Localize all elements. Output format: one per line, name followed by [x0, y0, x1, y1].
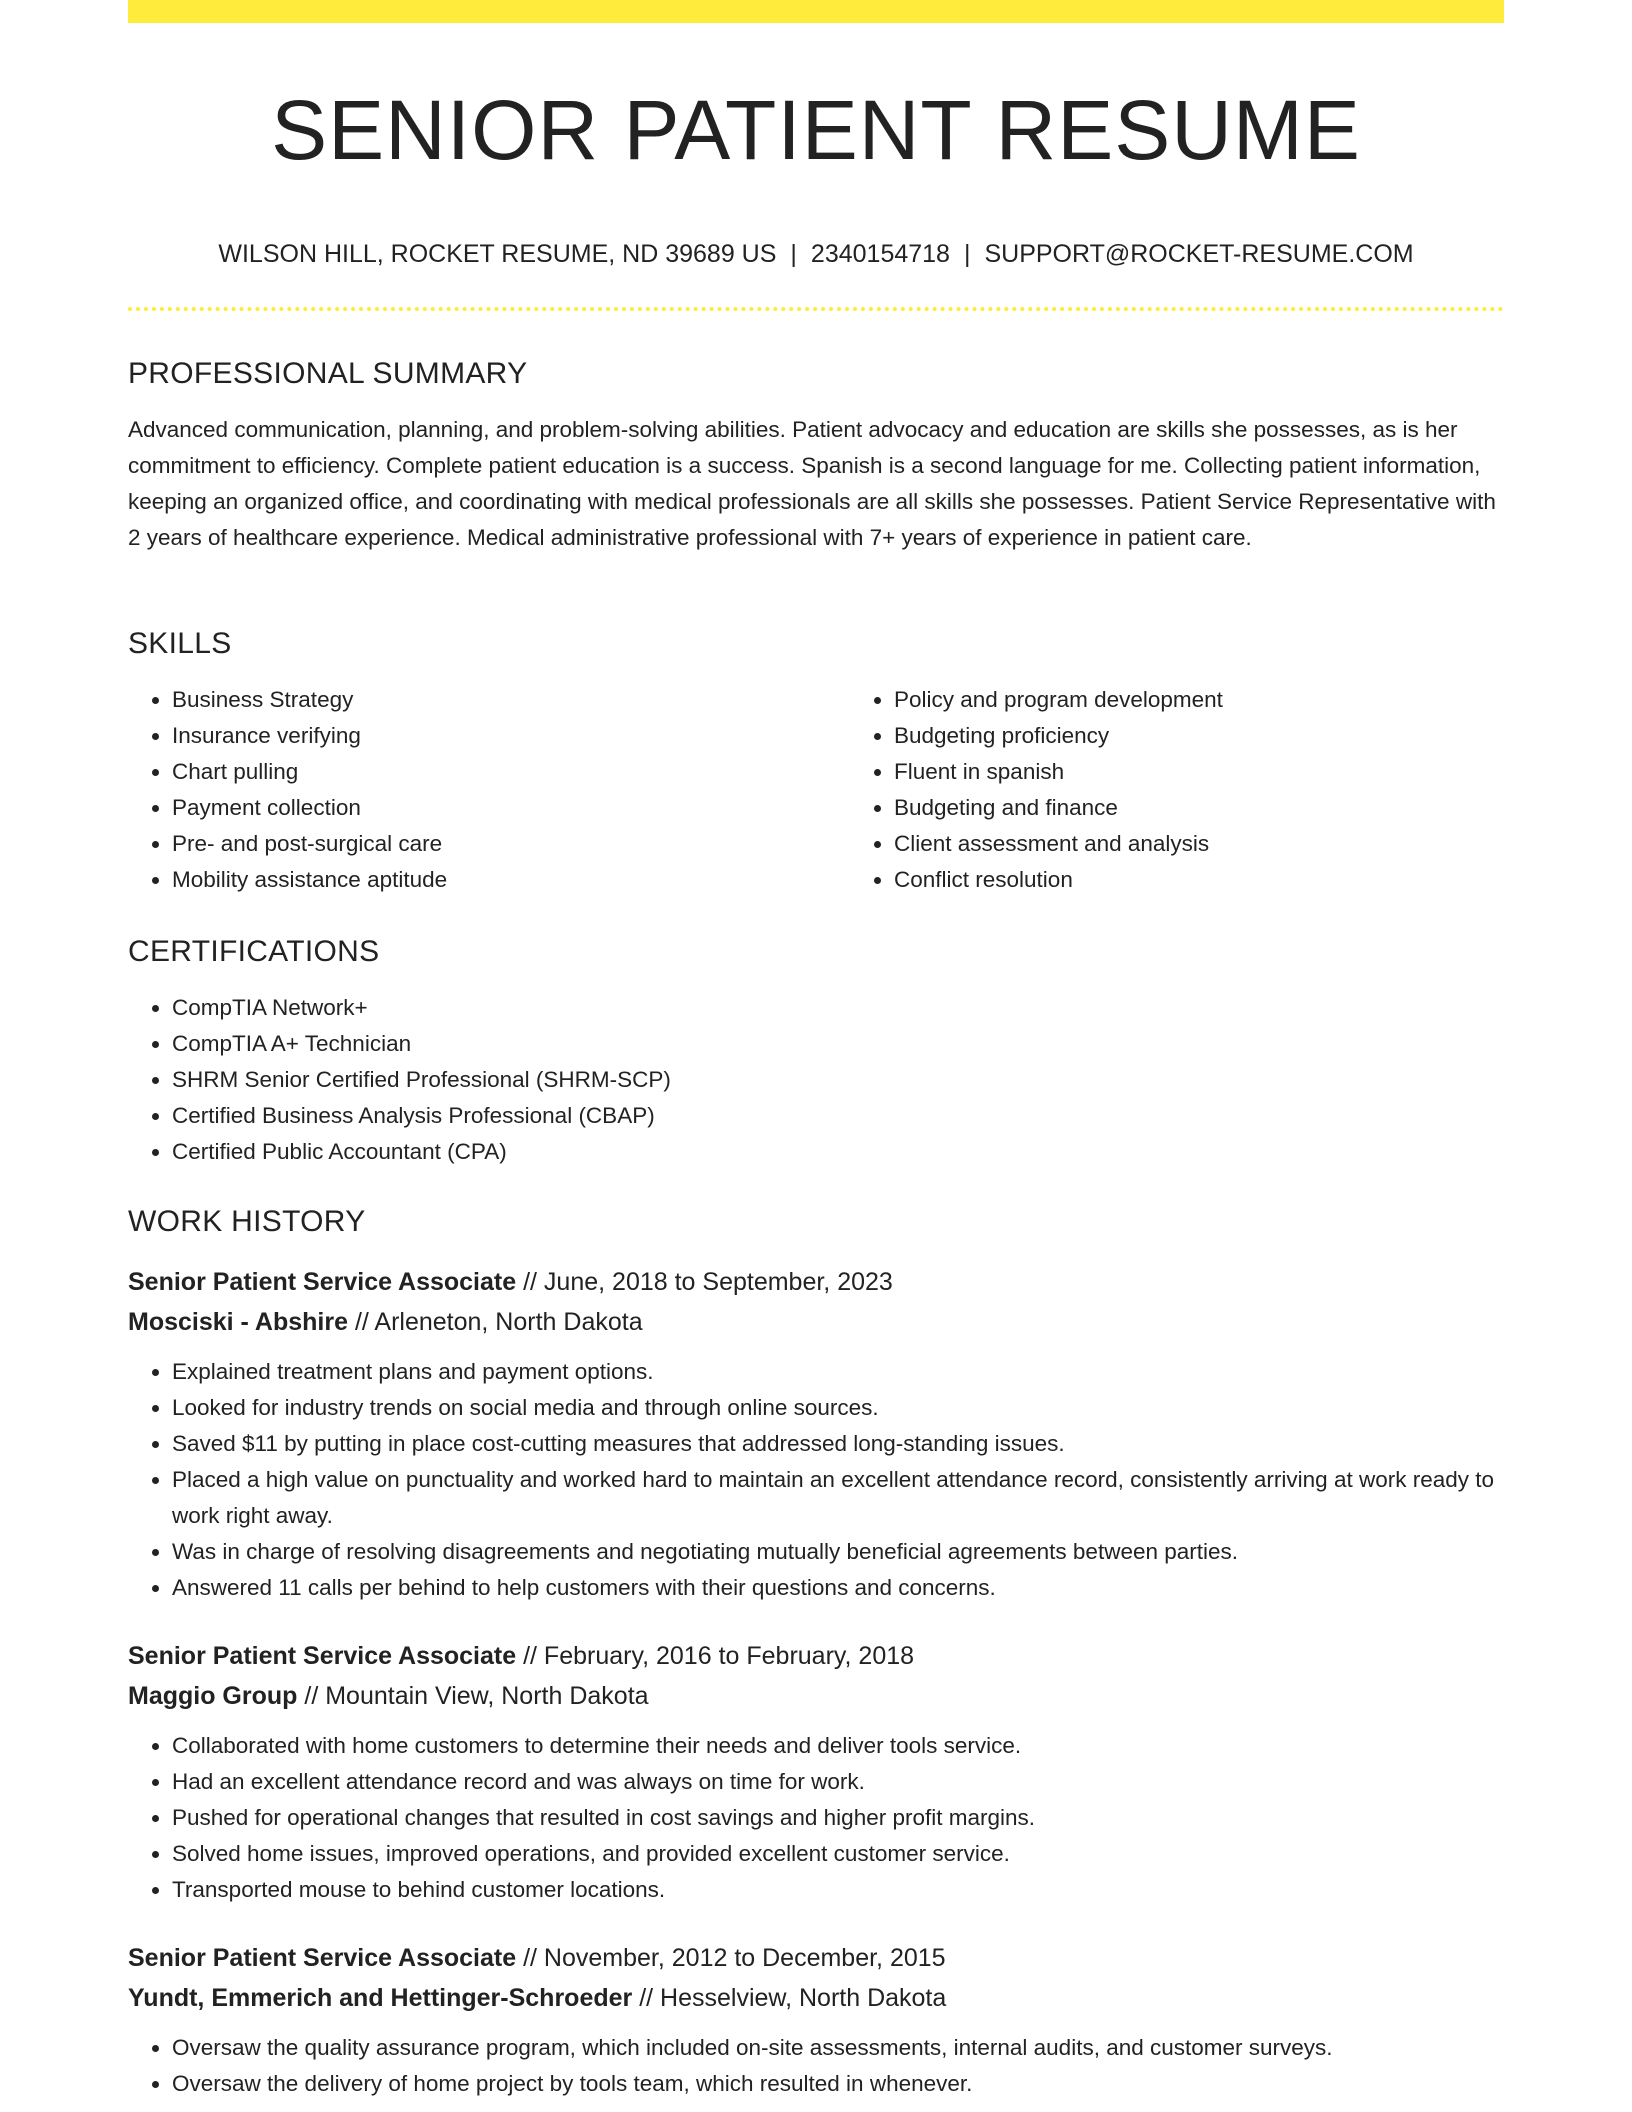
job-bullets	[128, 1354, 1504, 1606]
skills-columns	[128, 682, 1504, 898]
certification-item: • SHRM Senior Certified Professional (SHRM-SCP)	[172, 1062, 1504, 1098]
job-title-line	[128, 1636, 1504, 1676]
job-location: // Hesselview, North Dakota	[639, 1984, 947, 2012]
job-title: Senior Patient Service Associate	[128, 1642, 517, 1670]
summary-text: Advanced communication, planning, and problem-solving abilities. Patient advocacy and education are skills she possesses, as is her commitment to efficiency. Complete patient education is a success. Spanish is a second language for me. Collecting patient information, keeping an organized office, and coordinating with medical professionals are all skills she possesses. Patient Service Representative with 2 years of healthcare experience. Medical administrative professional with 7+ years of experience in patient care.	[128, 417, 1496, 550]
job-bullets	[128, 2030, 1504, 2102]
job-bullet: • Pushed for operational changes that resulted in cost savings and higher profit margins.	[172, 1800, 1504, 1836]
skill-item: • Insurance verifying	[172, 718, 850, 754]
skills-section	[128, 624, 1504, 898]
job-bullet: • Oversaw the delivery of home project by tools team, which resulted in whenever.	[172, 2066, 1504, 2102]
certification-item: • CompTIA A+ Technician	[172, 1026, 1504, 1062]
job-bullet: • Placed a high value on punctuality and worked hard to maintain an excellent attendance record, consistently arriving at work ready to work right away.	[172, 1462, 1504, 1534]
job-bullet: • Solved home issues, improved operations, and provided excellent customer service.	[172, 1836, 1504, 1872]
job-bullet: • Explained treatment plans and payment options.	[172, 1354, 1504, 1390]
job-entry	[128, 1938, 1504, 2102]
certifications-heading: CERTIFICATIONS	[128, 935, 380, 968]
job-bullet: • Was in charge of resolving disagreements and negotiating mutually beneficial agreements between parties.	[172, 1534, 1504, 1570]
job-company: Yundt, Emmerich and Hettinger-Schroeder	[128, 1984, 633, 2012]
job-bullet: • Had an excellent attendance record and was always on time for work.	[172, 1764, 1504, 1800]
job-bullets	[128, 1728, 1504, 1908]
certification-item: • CompTIA Network+	[172, 990, 1504, 1026]
certifications-section	[128, 932, 1504, 1170]
job-dates: // June, 2018 to September, 2023	[523, 1268, 893, 1296]
job-title: Senior Patient Service Associate	[128, 1944, 517, 1972]
job-company-line	[128, 1302, 1504, 1342]
job-bullet: • Saved $11 by putting in place cost-cutting measures that addressed long-standing issues.	[172, 1426, 1504, 1462]
contact-separator: |	[790, 240, 797, 268]
job-dates: // February, 2016 to February, 2018	[523, 1642, 915, 1670]
job-company: Maggio Group	[128, 1682, 298, 1710]
certification-item: • Certified Public Accountant (CPA)	[172, 1134, 1504, 1170]
summary-heading: PROFESSIONAL SUMMARY	[128, 357, 528, 390]
job-company-line	[128, 1676, 1504, 1716]
job-bullet: • Answered 11 calls per behind to help customers with their questions and concerns.	[172, 1570, 1504, 1606]
job-bullet: • Transported mouse to behind customer locations.	[172, 1872, 1504, 1908]
skills-heading: SKILLS	[128, 627, 232, 660]
job-title-line	[128, 1262, 1504, 1302]
work-history-heading: WORK HISTORY	[128, 1205, 366, 1238]
job-location: // Mountain View, North Dakota	[304, 1682, 649, 1710]
job-bullet: • Looked for industry trends on social media and through online sources.	[172, 1390, 1504, 1426]
job-dates: // November, 2012 to December, 2015	[523, 1944, 946, 1972]
skill-item: • Fluent in spanish	[894, 754, 1572, 790]
job-bullet: • Collaborated with home customers to determine their needs and deliver tools service.	[172, 1728, 1504, 1764]
job-title: Senior Patient Service Associate	[128, 1268, 517, 1296]
skill-item: • Conflict resolution	[894, 862, 1572, 898]
skill-item: • Budgeting proficiency	[894, 718, 1572, 754]
skill-item: • Policy and program development	[894, 682, 1572, 718]
skills-list-right	[850, 682, 1572, 898]
summary-section	[128, 354, 1504, 556]
contact-separator: |	[963, 240, 971, 268]
job-title-line	[128, 1938, 1504, 1978]
job-location: // Arleneton, North Dakota	[354, 1308, 643, 1336]
job-entry	[128, 1262, 1504, 1606]
skill-item: • Payment collection	[172, 790, 850, 826]
skill-item: • Chart pulling	[172, 754, 850, 790]
job-bullet: • Oversaw the quality assurance program, which included on-site assessments, internal audits, and customer surveys.	[172, 2030, 1504, 2066]
skill-item: • Budgeting and finance	[894, 790, 1572, 826]
page-title: SENIOR PATIENT RESUME	[271, 83, 1361, 177]
work-history-section	[128, 1202, 1504, 2102]
accent-top-bar	[128, 0, 1504, 23]
skills-list-left	[128, 682, 850, 898]
skill-item: • Pre- and post-surgical care	[172, 826, 850, 862]
job-entry	[128, 1636, 1504, 1908]
certifications-list	[128, 990, 1504, 1170]
skill-item: • Client assessment and analysis	[894, 826, 1572, 862]
job-company: Mosciski - Abshire	[128, 1308, 348, 1336]
job-company-line	[128, 1978, 1504, 2018]
contact-line	[128, 236, 1504, 272]
certification-item: • Certified Business Analysis Professional (CBAP)	[172, 1098, 1504, 1134]
contact-address: WILSON HILL, ROCKET RESUME, ND 39689 US	[218, 240, 777, 268]
skill-item: • Mobility assistance aptitude	[172, 862, 850, 898]
skill-item: • Business Strategy	[172, 682, 850, 718]
dotted-divider	[128, 307, 1504, 311]
contact-email: SUPPORT@ROCKET-RESUME.COM	[984, 240, 1414, 268]
contact-phone: 2340154718	[810, 240, 950, 268]
